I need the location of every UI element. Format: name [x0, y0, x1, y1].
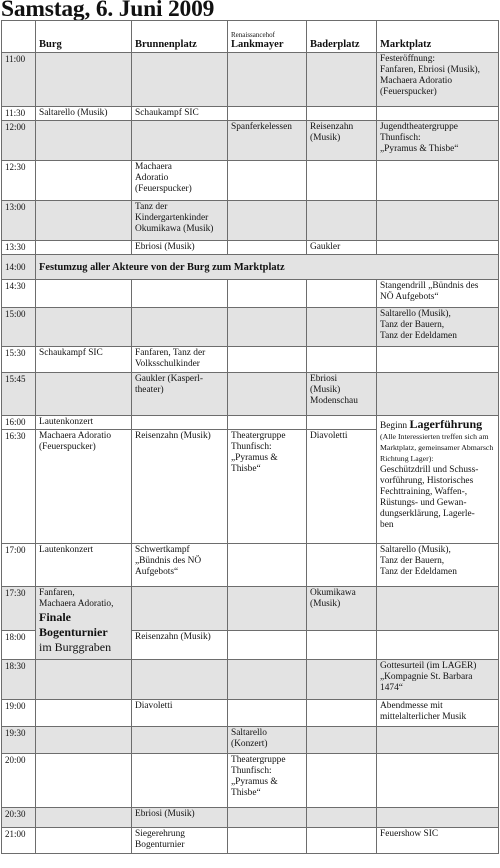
brunnenplatz-cell: Schwertkampf „Bündnis des NÖ Aufgebots“: [132, 544, 228, 587]
brunnenplatz-cell: Schaukampf SIC: [132, 107, 228, 121]
marktplatz-cell: [377, 631, 499, 660]
baderplatz-cell: [307, 107, 377, 121]
lankmayer-cell: Saltarello (Konzert): [228, 727, 307, 754]
burg-cell: [36, 727, 132, 754]
column-header-lankmayer-subtitle: Renaissancehof: [231, 31, 275, 39]
brunnenplatz-cell: Diavoletti: [132, 700, 228, 727]
brunnenplatz-cell: [132, 416, 228, 430]
table-row: [2, 727, 499, 754]
time-cell: 12:30: [2, 161, 36, 201]
marktplatz-cell: [377, 241, 499, 255]
time-cell: 19:30: [2, 727, 36, 754]
time-cell: 17:30: [2, 587, 36, 631]
lagerfuehrung-heading: Lagerführung: [409, 417, 483, 431]
burg-cell: [36, 53, 132, 107]
time-cell: 16:30: [2, 430, 36, 544]
burg-cell: Lautenkonzert: [36, 416, 132, 430]
table-row: [2, 308, 499, 347]
marktplatz-cell: [377, 754, 499, 808]
table-row: [2, 161, 499, 201]
brunnenplatz-cell: Ebriosi (Musik): [132, 241, 228, 255]
table-row: [2, 347, 499, 373]
time-cell: 13:30: [2, 241, 36, 255]
marktplatz-cell: Saltarello (Musik), Tanz der Bauern, Tanz der Edeldamen: [377, 308, 499, 347]
finale-line: Fanfaren,: [39, 588, 75, 598]
lankmayer-cell: [228, 808, 307, 828]
time-cell: 11:30: [2, 107, 36, 121]
column-header-burg: Burg: [36, 21, 132, 53]
baderplatz-cell: [307, 201, 377, 241]
baderplatz-cell: Reisenzahn (Musik): [307, 121, 377, 161]
page-title: Samstag, 6. Juni 2009: [1, 0, 215, 22]
time-cell: 13:00: [2, 201, 36, 241]
finale-line: Machaera Adoratio,: [39, 599, 114, 609]
marktplatz-cell: Saltarello (Musik), Tanz der Bauern, Tanz der Edeldamen: [377, 544, 499, 587]
marktplatz-cell: [377, 373, 499, 416]
burg-cell: [36, 121, 132, 161]
burg-cell: [36, 308, 132, 347]
finale-heading: Bogenturnier: [39, 625, 108, 639]
lankmayer-cell: [228, 53, 307, 107]
brunnenplatz-cell: Fanfaren, Tanz der Volksschulkinder: [132, 347, 228, 373]
table-row: [2, 53, 499, 107]
table-row: [2, 544, 499, 587]
baderplatz-cell: [307, 544, 377, 587]
lankmayer-cell: [228, 107, 307, 121]
time-cell: 14:00: [2, 255, 36, 280]
lankmayer-cell: [228, 416, 307, 430]
baderplatz-cell: Ebriosi (Musik) Modenschau: [307, 373, 377, 416]
lankmayer-cell: [228, 347, 307, 373]
brunnenplatz-cell: [132, 121, 228, 161]
lankmayer-cell: [228, 828, 307, 854]
lankmayer-cell: Theatergruppe Thunfisch: „Pyramus & Thisbe“: [228, 754, 307, 808]
time-cell: 12:00: [2, 121, 36, 161]
lankmayer-cell: [228, 544, 307, 587]
brunnenplatz-cell: [132, 280, 228, 308]
baderplatz-cell: Okumikawa (Musik): [307, 587, 377, 631]
burg-cell: [36, 660, 132, 700]
time-cell: 14:30: [2, 280, 36, 308]
brunnenplatz-cell: [132, 308, 228, 347]
burg-cell: [36, 201, 132, 241]
baderplatz-cell: [307, 416, 377, 430]
header-row: [2, 21, 499, 53]
table-row: [2, 587, 499, 631]
burg-cell: [36, 280, 132, 308]
table-row: [2, 808, 499, 828]
burg-cell: Machaera Adoratio (Feuerspucker): [36, 430, 132, 544]
time-cell: 21:00: [2, 828, 36, 854]
column-header-lankmayer: [228, 21, 307, 53]
table-row: [2, 416, 499, 430]
table-row: [2, 660, 499, 700]
finale-heading: Finale: [39, 610, 71, 624]
brunnenplatz-cell: [132, 727, 228, 754]
lankmayer-cell: [228, 308, 307, 347]
baderplatz-cell: [307, 161, 377, 201]
lankmayer-cell: [228, 280, 307, 308]
burg-cell: [36, 161, 132, 201]
burg-cell: [36, 241, 132, 255]
marktplatz-cell: Stangendrill „Bündnis des NÖ Aufgebots“: [377, 280, 499, 308]
brunnenplatz-cell: [132, 587, 228, 631]
lankmayer-cell: [228, 161, 307, 201]
burg-cell: Lautenkonzert: [36, 544, 132, 587]
marktplatz-cell: Jugendtheatergruppe Thunfisch: „Pyramus & Thisbe“: [377, 121, 499, 161]
column-header-brunnenplatz: Brunnenplatz: [132, 21, 228, 53]
baderplatz-cell: [307, 347, 377, 373]
baderplatz-cell: Gaukler: [307, 241, 377, 255]
burg-cell: Schaukampf SIC: [36, 347, 132, 373]
brunnenplatz-cell: [132, 660, 228, 700]
time-cell: 19:00: [2, 700, 36, 727]
brunnenplatz-cell: [132, 53, 228, 107]
brunnenplatz-cell: Reisenzahn (Musik): [132, 631, 228, 660]
brunnenplatz-cell: Machaera Adoratio (Feuerspucker): [132, 161, 228, 201]
lankmayer-cell: [228, 700, 307, 727]
marktplatz-cell: Gottesurteil (im LAGER) „Kompagnie St. Barbara 1474“: [377, 660, 499, 700]
table-row: [2, 201, 499, 241]
baderplatz-cell: [307, 808, 377, 828]
lagerfuehrung-note: (Alle Interessierten treffen sich am Marktplatz, gemeinsamer Abmarsch Richtung Lager):: [380, 432, 494, 463]
lankmayer-cell: [228, 587, 307, 631]
brunnenplatz-cell: [132, 754, 228, 808]
marktplatz-cell: Feuershow SIC: [377, 828, 499, 854]
time-cell: 15:30: [2, 347, 36, 373]
baderplatz-cell: [307, 754, 377, 808]
lankmayer-cell: [228, 241, 307, 255]
time-cell: 20:00: [2, 754, 36, 808]
column-header-lankmayer-label: Lankmayer: [231, 39, 284, 50]
marktplatz-cell: [377, 727, 499, 754]
lankmayer-cell: [228, 631, 307, 660]
lankmayer-cell: [228, 201, 307, 241]
baderplatz-cell: [307, 828, 377, 854]
lankmayer-cell: Spanferkelessen: [228, 121, 307, 161]
table-row: [2, 754, 499, 808]
table-row: [2, 373, 499, 416]
time-cell: 18:00: [2, 631, 36, 660]
finale-cell: [36, 587, 132, 660]
marktplatz-cell: [377, 347, 499, 373]
burg-cell: [36, 754, 132, 808]
lankmayer-cell: [228, 660, 307, 700]
lankmayer-cell: [228, 373, 307, 416]
time-cell: 17:00: [2, 544, 36, 587]
baderplatz-cell: Diavoletti: [307, 430, 377, 544]
baderplatz-cell: [307, 631, 377, 660]
time-cell: 18:30: [2, 660, 36, 700]
table-row: [2, 828, 499, 854]
baderplatz-cell: [307, 660, 377, 700]
brunnenplatz-cell: Tanz der Kindergartenkinder Okumikawa (Musik): [132, 201, 228, 241]
marktplatz-cell: Festeröffnung: Fanfaren, Ebriosi (Musik), Machaera Adoratio (Feuerspucker): [377, 53, 499, 107]
time-cell: 16:00: [2, 416, 36, 430]
table-row: [2, 700, 499, 727]
time-cell: 15:00: [2, 308, 36, 347]
brunnenplatz-cell: Ebriosi (Musik): [132, 808, 228, 828]
lagerfuehrung-cell: [377, 416, 499, 544]
time-cell: 15:45: [2, 373, 36, 416]
time-cell: 11:00: [2, 53, 36, 107]
brunnenplatz-cell: Gaukler (Kasperl- theater): [132, 373, 228, 416]
burg-cell: [36, 808, 132, 828]
marktplatz-cell: [377, 161, 499, 201]
table-row: [2, 241, 499, 255]
finale-location: im Burggraben: [39, 640, 112, 654]
lagerfuehrung-prefix: Beginn: [380, 421, 410, 431]
column-header-marktplatz: Marktplatz: [377, 21, 499, 53]
baderplatz-cell: [307, 53, 377, 107]
table-row: [2, 280, 499, 308]
marktplatz-cell: Abendmesse mit mittelalterlicher Musik: [377, 700, 499, 727]
festumzug-cell: Festumzug aller Akteure von der Burg zum Marktplatz: [36, 255, 499, 280]
baderplatz-cell: [307, 700, 377, 727]
brunnenplatz-cell: Reisenzahn (Musik): [132, 430, 228, 544]
baderplatz-cell: [307, 727, 377, 754]
table-row: [2, 121, 499, 161]
column-header-baderplatz: Baderplatz: [307, 21, 377, 53]
marktplatz-cell: [377, 201, 499, 241]
baderplatz-cell: [307, 280, 377, 308]
baderplatz-cell: [307, 308, 377, 347]
burg-cell: [36, 700, 132, 727]
marktplatz-cell: [377, 107, 499, 121]
lankmayer-cell: Theatergruppe Thunfisch: „Pyramus & Thisbe“: [228, 430, 307, 544]
table-row: [2, 107, 499, 121]
marktplatz-cell: [377, 587, 499, 631]
burg-cell: [36, 373, 132, 416]
burg-cell: Saltarello (Musik): [36, 107, 132, 121]
column-header-time: [2, 21, 36, 53]
brunnenplatz-cell: Siegerehrung Bogenturnier: [132, 828, 228, 854]
table-row: [2, 255, 499, 280]
schedule-table: [1, 20, 499, 854]
marktplatz-cell: [377, 808, 499, 828]
time-cell: 20:30: [2, 808, 36, 828]
lagerfuehrung-body: Geschützdrill und Schuss- vorführung, Historisches Fechttraining, Waffen-, Rüstungs- und Gewan- dungserklärung, Lagerle- ben: [380, 465, 479, 530]
burg-cell: [36, 828, 132, 854]
